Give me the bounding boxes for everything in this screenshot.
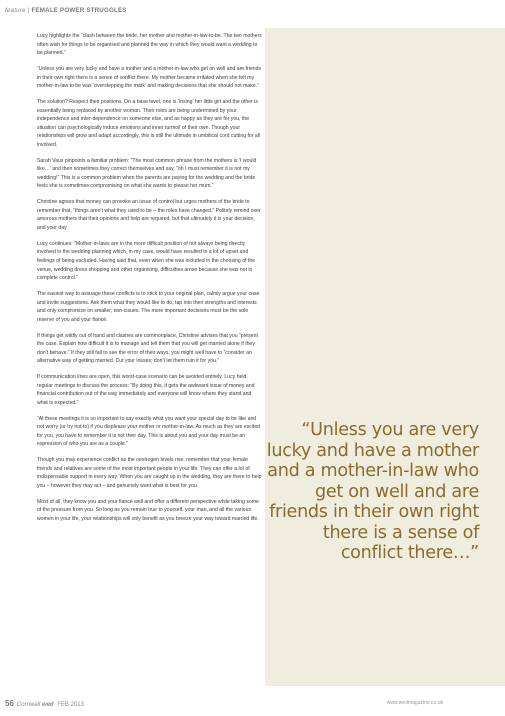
article-paragraph: Lucy highlights the “clash between the bride, her mother and mother-in-law-to-be. The two mothers often wish for things to be organised and planned the way in which they would want a wedding to be planned.” [37, 33, 262, 57]
pull-quote-panel [265, 28, 505, 686]
website-url: www.wedmagazine.co.uk [386, 700, 443, 706]
issue-date: FEB 2013 [57, 702, 84, 708]
article-paragraph: “At these meetings it is so important to say exactly what you want your special day to be like and not worry (or try not to) if you displease your mother or mother-in-law. As much as they are excited for you, you have to remember it is not their day. This is about you and your day must be an expression of who you are as a couple.” [37, 415, 261, 448]
topic-label: FEMALE POWER STRUGGLES [31, 7, 127, 14]
running-head [5, 7, 127, 14]
section-label: feature [5, 7, 26, 14]
article-paragraph: Most of all, they know you and your fiancé well and offer a different perspective while taking some of the pressure from you. So long as you remain true to yourself, your man, and all the various women in your life, your relationships will only benefit as you breeze your way toward married life. [37, 498, 259, 522]
section-separator: | [27, 7, 30, 14]
article-paragraph: If things get wildly out of hand and clashes are commonplace, Christine advises that you “present the case. Explain how difficult it is to manage and tell them that you will get married alone if they don’t behave.” If they still fail to see the error of their ways, you might well have to “consider an alternative way of getting married. Cut your losses; don’t let them ruin it for you.” [37, 332, 258, 365]
pull-quote: “Unless you are very lucky and have a mother and a mother-in-law who get on well and are friends in their own right there is a sense of conflict there…” [266, 420, 479, 563]
article-body [37, 32, 263, 531]
article-paragraph: The solution? Respect their positions. On a base level, one is ‘losing’ her little girl and the other is essentially being replaced by another woman. Their roles are being undermined by your independence and inter-dependence on someone else, and as happy as they are for you, the situation can psychologically induce emotions and inner turmoil of their own. Though your relationships will grow and adapt accordingly, this is still the ultimate in umbilical cord cutting for all involved. [37, 99, 261, 148]
magazine-prefix: Cornwall [16, 702, 41, 708]
article-paragraph: The easiest way to assuage these conflicts is to stick to your original plan, calmly argue your case and invite suggestions. Ask them what they would like to do, tap into their strengths and interests and only compromise on smaller, non-issues. The more important decisions must be the sole reserve of you and your fiancé. [37, 291, 260, 323]
article-paragraph: “Unless you are very lucky and have a mother and a mother-in-law who get on well and are friends in their own right there is a sense of conflict there. My mother became irritated when she felt my mother-in-law to be was ‘overstepping the mark’ and making decisions that she should not make.” [37, 66, 262, 90]
article-paragraph: Though you may experience conflict as the oestrogen levels rise, remember that your female friends and relatives are some of the most important people in your life. They can offer a lot of indispensable support in every way. When you are caught up in the wedding, they are there to help you – however they may act – and genuinely want what is best for you. [37, 457, 262, 489]
article-paragraph: Christine agrees that money can provoke an issue of control but urges mothers of the bride to remember that, “things aren’t what they used to be – the roles have changed.” Politely remind over amorous mothers that their opinions and help are required, but that ultimately it is your decision, and your day. [37, 199, 261, 231]
article-paragraph: Lucy continues: “Mother-in-laws are in the more difficult position of not always being directly involved in the wedding planning which, in my case, would have resulted in a lot of upset and feelings of being excluded. Having said that, even when she was included in the choosing of the venue, wedding dress shopping and other organising, difficulties arose because she was not in complete control.” [37, 240, 256, 282]
page-number: 56 [5, 699, 14, 708]
article-paragraph: If communication lines are open, this worst-case scenario can be avoided entirely. Lucy held regular meetings to discuss the process: “By doing this, it gets the awkward issue of money and financial contribution out of the way immediately and everyone will know where they stand and what is expected.” [37, 374, 255, 406]
magazine-title: wed [41, 702, 54, 708]
page-footer [5, 699, 84, 708]
article-paragraph: Sarah Vaux pinpoints a familiar problem: “The most common phrase from the mothers is ‘I would like…’ and then sometimes they correct themselves and say, “oh I must remember it is not my wedding!” This is a common problem when the parents are paying for the wedding and the bride feels she is sometimes compromising on what she wants to please her mum.” [37, 157, 257, 190]
magazine-name [17, 702, 54, 708]
